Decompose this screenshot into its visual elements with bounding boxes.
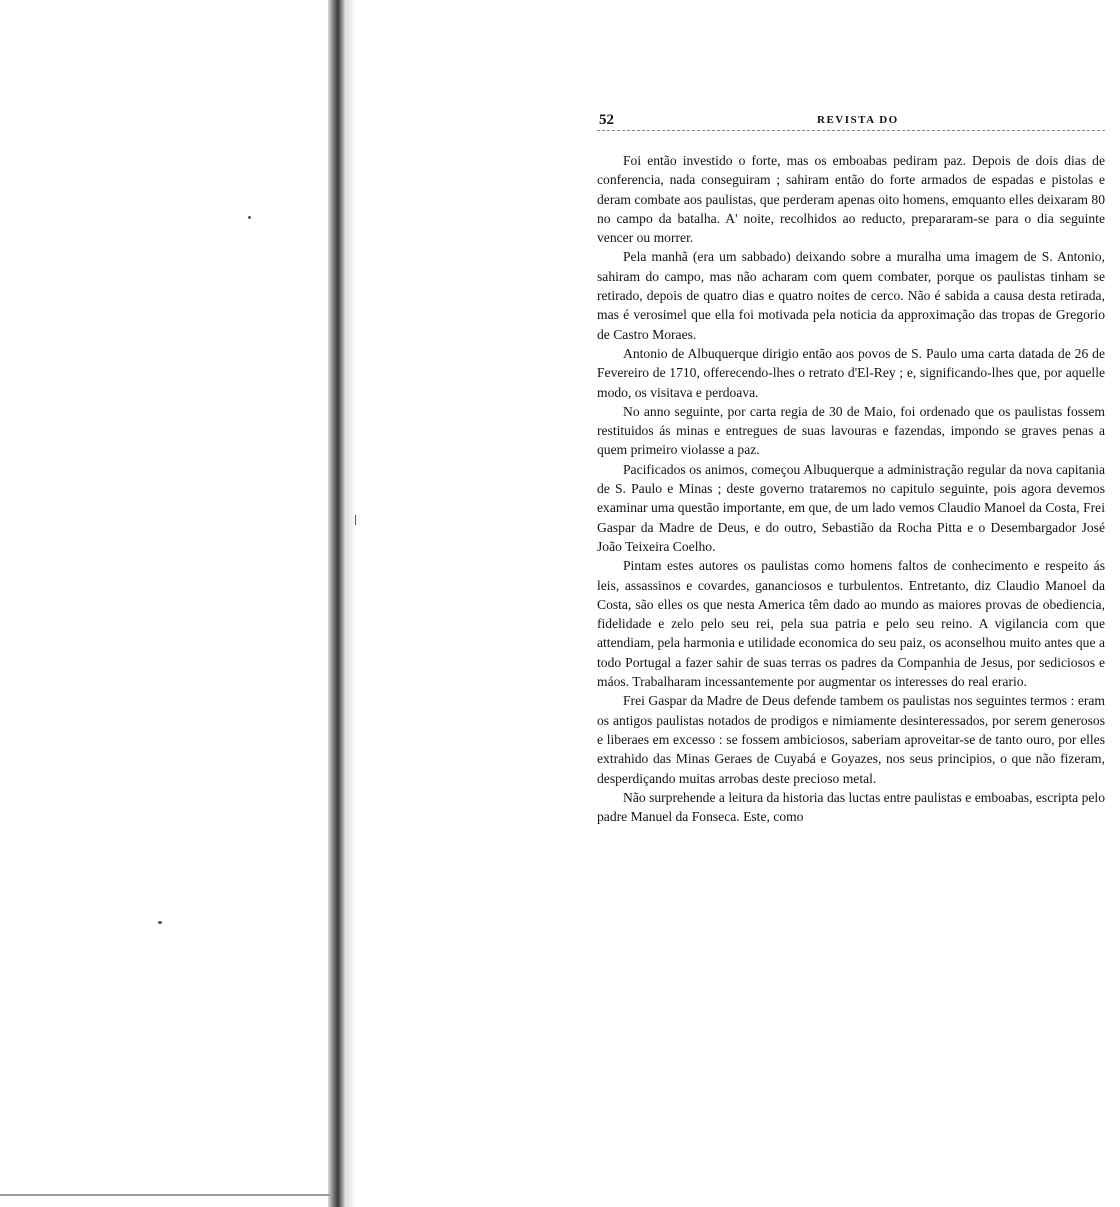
paragraph: Pintam estes autores os paulistas como homens faltos de conhecimento e respeito ás leis, assassinos e covardes, gananciosos e turbulentos. Entretanto, diz Claudio Manoel da Costa, são elles os que nesta America têm dado ao mundo as maiores provas de obediencia, fidelidade e zelo pelo seu rei, pela sua patria e pelo seu reino. A vigilancia com que attendiam, pela harmonia e utilidade economica do seu paiz, os aconselhou muito antes que a todo Portugal a fazer sahir de suas terras os padres da Companhia de Jesus, por sediciosos e máos. Trabalharam incessantemente por augmentar os interesses do real erario. [597, 558, 1105, 690]
scan-speck [158, 921, 162, 924]
paragraph: Foi então investido o forte, mas os emboabas pediram paz. Depois de dois dias de conferencia, nada conseguiram ; sahiram então do forte armados de espadas e pistolas e deram combate aos paulistas, que perderam apenas oito homens, emquanto elles deixaram 80 no campo da batalha. A' noite, recolhidos ao reducto, prepararam-se para o dia seguinte vencer ou morrer. [597, 153, 1105, 246]
page-header [597, 110, 1105, 131]
page-number: 52 [599, 112, 614, 128]
gutter-shadow [346, 0, 356, 1207]
scan-speck [355, 515, 356, 525]
paragraph: Frei Gaspar da Madre de Deus defende tambem os paulistas nos seguintes termos : eram os antigos paulistas notados de prodigos e nimiamente desinteressados, por serem generosos e liberaes em excesso : se fossem ambiciosos, saberiam aproveitar-se de tanto ouro, por elles extrahido das Minas Geraes de Cuyabá e Goyazes, nos seus principios, o que não fizeram, desperdiçando muitas arrobas deste precioso metal. [597, 693, 1105, 786]
body-text [597, 151, 1105, 826]
scan-speck [248, 216, 251, 219]
paragraph: No anno seguinte, por carta regia de 30 de Maio, foi ordenado que os paulistas fossem restituidos ás minas e entregues de suas lavouras e fazendas, impondo se graves penas a quem primeiro violasse a paz. [597, 403, 1105, 458]
running-title: REVISTA DO [817, 114, 899, 126]
bottom-edge-rule [0, 1194, 330, 1196]
paragraph: Pacificados os animos, começou Albuquerque a administração regular da nova capitania de S. Paulo e Minas ; deste governo trataremos no capitulo seguinte, pois agora devemos examinar uma questão importante, em que, de um lado vemos Claudio Manoel da Costa, Frei Gaspar da Madre de Deus, e do outro, Sebastião da Rocha Pitta e o Desembargador José João Teixeira Coelho. [597, 461, 1105, 554]
book-page [597, 110, 1105, 826]
paragraph: Não surprehende a leitura da historia das luctas entre paulistas e emboabas, escripta pelo padre Manuel da Fonseca. Este, como [597, 789, 1105, 825]
paragraph: Antonio de Albuquerque dirigio então aos povos de S. Paulo uma carta datada de 26 de Fevereiro de 1710, offerecendo-lhes o retrato d'El-Rey ; e, significando-lhes que, por aquelle modo, os visitava e perdoava. [597, 345, 1105, 400]
paragraph: Pela manhã (era um sabbado) deixando sobre a muralha uma imagem de S. Antonio, sahiram do campo, mas não acharam com quem combater, porque os paulistas tinham se retirado, depois de quatro dias e quatro noites de cerco. Não é sabida a causa desta retirada, mas é verosimel que ella foi motivada pela noticia da approximação das tropas de Gregorio de Castro Moraes. [597, 249, 1105, 342]
book-gutter [328, 0, 346, 1207]
